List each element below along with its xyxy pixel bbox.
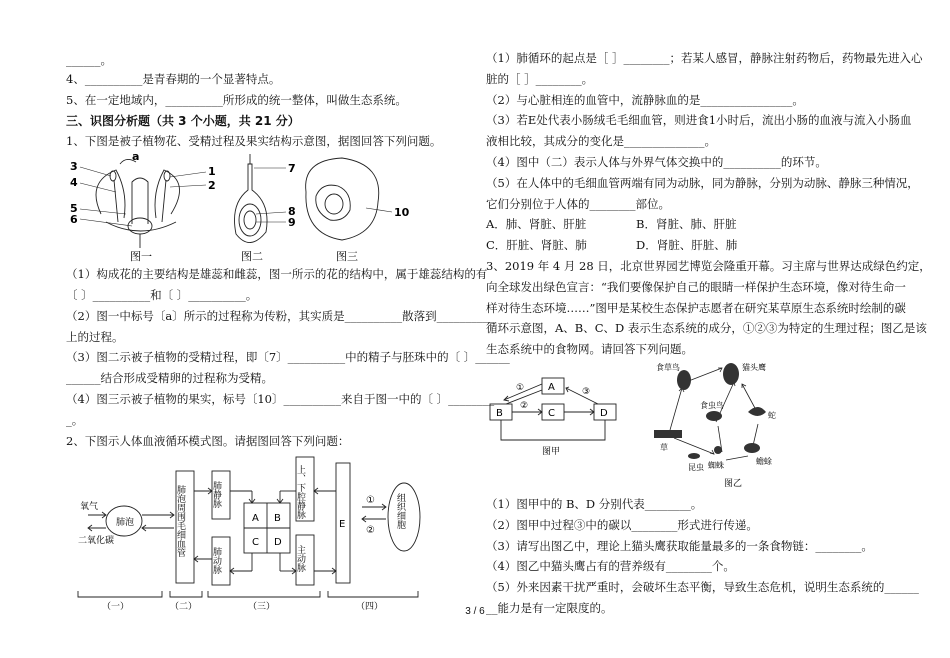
spider-shape [714, 446, 722, 454]
caption-fig2: 图二 [241, 250, 263, 264]
oxygen-label: 氧气 [80, 502, 99, 513]
option-a: A．肺、肾脏、肝脏 [486, 217, 587, 232]
grass-shape [654, 430, 682, 438]
text-line: 循环示意图，A、B、C、D 表示生态系统的成分，①②③为特定的生理过程；图乙是该 [486, 321, 927, 336]
aorta-label: 主动脉 [295, 545, 305, 573]
label-1: 1 [208, 165, 216, 179]
option-d: D．肾脏、肝脏、肺 [636, 238, 738, 253]
insectivore-bird-shape [706, 411, 722, 421]
text-line: __能力是有一定限度的。 [486, 600, 613, 615]
animal-owl: 猫头鹰 [742, 362, 766, 372]
pulmonary-artery-label: 肺动脉 [211, 547, 221, 575]
caption-yi: 图乙 [724, 478, 743, 489]
node-b: B [496, 407, 503, 419]
animal-silhouettes [654, 363, 766, 459]
text-line: （4）图三示被子植物的果实，标号〔10〕__________来自于图一中的〔 〕________ [66, 391, 495, 406]
process-3: ③ [582, 386, 591, 397]
e-label: E [339, 519, 346, 531]
animal-spider: 蜘蛛 [708, 460, 724, 470]
page-number: 3 / 6 [465, 606, 485, 617]
chamber-a: A [252, 513, 259, 525]
text-line: （2）与心脏相连的血管中，流静脉血的是________________。 [486, 92, 804, 107]
node-a: A [548, 381, 555, 393]
insect-shape [688, 453, 700, 459]
text-line: 4、__________是青春期的一个显著特点。 [66, 72, 281, 86]
text-line: （1）构成花的主要结构是雄蕊和雌蕊，图一所示的花的结构中，属于雄蕊结构的有 [66, 267, 488, 282]
circulation-figure [66, 451, 461, 613]
animal-grass: 草 [660, 442, 668, 452]
herbivore-bird-shape [677, 370, 691, 390]
process-2: ② [520, 400, 529, 411]
animal-herbivore-bird: 食草鸟 [656, 362, 680, 372]
label-a: a [132, 150, 140, 164]
text-line: 液相比较，其成分的变化是______________。 [486, 134, 716, 149]
text-line: （3）若E处代表小肠绒毛毛细血管，则进食1小时后，流出小肠的血液与流入小肠血 [486, 113, 912, 128]
text-line: （4）图乙中猫头鹰占有的营养级有________个。 [486, 559, 735, 574]
option-row [486, 235, 878, 256]
text-line: 5、在一定地域内，__________所形成的统一整体，叫做生态系统。 [66, 92, 407, 107]
section-title: 三、识图分析题（共 3 个小题，共 21 分） [66, 113, 300, 128]
fruit-diagram [306, 158, 379, 240]
text-line: （4）图中（二）表示人体与外界气体交换中的__________的环节。 [486, 154, 827, 169]
text-line: 它们分别位于人体的________部位。 [486, 196, 670, 211]
flower-diagram [96, 160, 180, 249]
part-4-label: （四） [356, 602, 384, 613]
caption-jia: 图甲 [542, 446, 561, 457]
chamber-d: D [274, 537, 282, 549]
process-1: ① [516, 382, 525, 393]
process-1-label: ① [366, 495, 375, 507]
option-c: C．肝脏、肾脏、肺 [486, 238, 587, 253]
part-2-label: （二） [170, 602, 198, 613]
text-line: （1）肺循环的起点是［ ］________；若某人感冒，静脉注射药物后，药物最先进入心 [486, 51, 923, 65]
right-column [486, 48, 931, 619]
label-4: 4 [70, 176, 78, 190]
pulmonary-vein-label: 肺静脉 [211, 481, 221, 509]
label-7: 7 [288, 162, 296, 176]
lung-capillary-label: 肺泡周围毛细血管 [175, 485, 185, 558]
text-line: （2）图一中标号〔a〕所示的过程称为传粉，其实质是__________散落到__________ [66, 308, 495, 323]
animal-toad: 蟾蜍 [756, 456, 772, 466]
flower-fruit-figure [66, 152, 461, 264]
text-line: ______。 [66, 53, 112, 67]
text-line: （3）请写出图乙中，理论上猫头鹰获取能量最多的一条食物链：________。 [486, 538, 873, 553]
text-line: （5）外来因素干扰严重时，会破坏生态平衡，导致生态危机，说明生态系统的______ [486, 580, 919, 595]
text-line: 上的过程。 [66, 329, 124, 344]
part-3-label: （三） [248, 602, 276, 613]
animal-insectivore-bird: 食虫鸟 [700, 400, 724, 410]
node-d: D [600, 407, 608, 419]
animal-insect: 昆虫 [688, 462, 704, 472]
text-line: 〔 〕__________和〔 〕__________。 [66, 287, 258, 302]
chamber-b: B [274, 513, 281, 525]
question-intro: 2、下图示人体血液循环模式图。请据图回答下列问题： [66, 433, 350, 448]
part-1-label: （一） [102, 602, 130, 613]
caption-fig3: 图三 [336, 250, 358, 264]
text-line: 向全球发出绿色宣言：“我们要像保护自己的眼睛一样保护生态环境，像对待生命一 [486, 279, 906, 294]
owl-shape [723, 363, 739, 385]
label-2: 2 [208, 179, 216, 193]
text-line: 样对待生态环境……”图甲是某校生态保护志愿者在研究某草原生态系统时绘制的碳 [486, 300, 906, 315]
option-b: B．肾脏、肺、肝脏 [636, 217, 737, 232]
text-line: （3）图二示被子植物的受精过程，即〔7〕__________中的精子与胚珠中的〔 〕______ [66, 350, 510, 365]
fertilization-diagram [235, 154, 268, 243]
label-8: 8 [288, 205, 296, 219]
chamber-c: C [252, 537, 259, 549]
snake-shape [748, 407, 766, 416]
text-line: （2）图甲中过程③中的碳以________形式进行传递。 [486, 517, 758, 532]
alveoli-label: 肺泡 [116, 518, 135, 529]
co2-label: 二氧化碳 [78, 536, 115, 547]
option-row [486, 214, 878, 235]
text-line: ______结合形成受精卵的过程称为受精。 [66, 371, 273, 386]
label-3: 3 [70, 160, 78, 174]
animal-snake: 蛇 [768, 410, 776, 420]
process-2-label: ② [366, 525, 375, 537]
label-9: 9 [288, 216, 296, 230]
label-5: 5 [70, 202, 78, 216]
text-line: 3、2019 年 4 月 28 日，北京世界园艺博览会隆重开幕。习主席与世界达成绿色约定， [486, 258, 931, 273]
text-line: （1）图甲中的 B、D 分别代表________。 [486, 496, 703, 511]
tissue-cell-label: 组织细胞 [395, 493, 405, 530]
text-line: _。 [66, 412, 84, 427]
caption-fig1: 图一 [130, 250, 152, 264]
ecosystem-figure [486, 360, 878, 494]
label-6: 6 [70, 213, 78, 227]
node-c: C [548, 407, 555, 419]
toad-shape [744, 443, 760, 453]
question-intro: 1、下图是被子植物花、受精过程及果实结构示意图，据图回答下列问题。 [66, 134, 442, 149]
text-line: （5）在人体中的毛细血管两端有同为动脉，同为静脉，分别为动脉、静脉三种情况， [486, 175, 919, 190]
text-line: 生态系统中的食物网。请回答下列问题。 [486, 342, 693, 357]
vena-cava-label: 上、下腔静脉 [295, 465, 305, 520]
label-10: 10 [394, 206, 410, 220]
text-line: 脏的［ ］________。 [486, 71, 594, 86]
